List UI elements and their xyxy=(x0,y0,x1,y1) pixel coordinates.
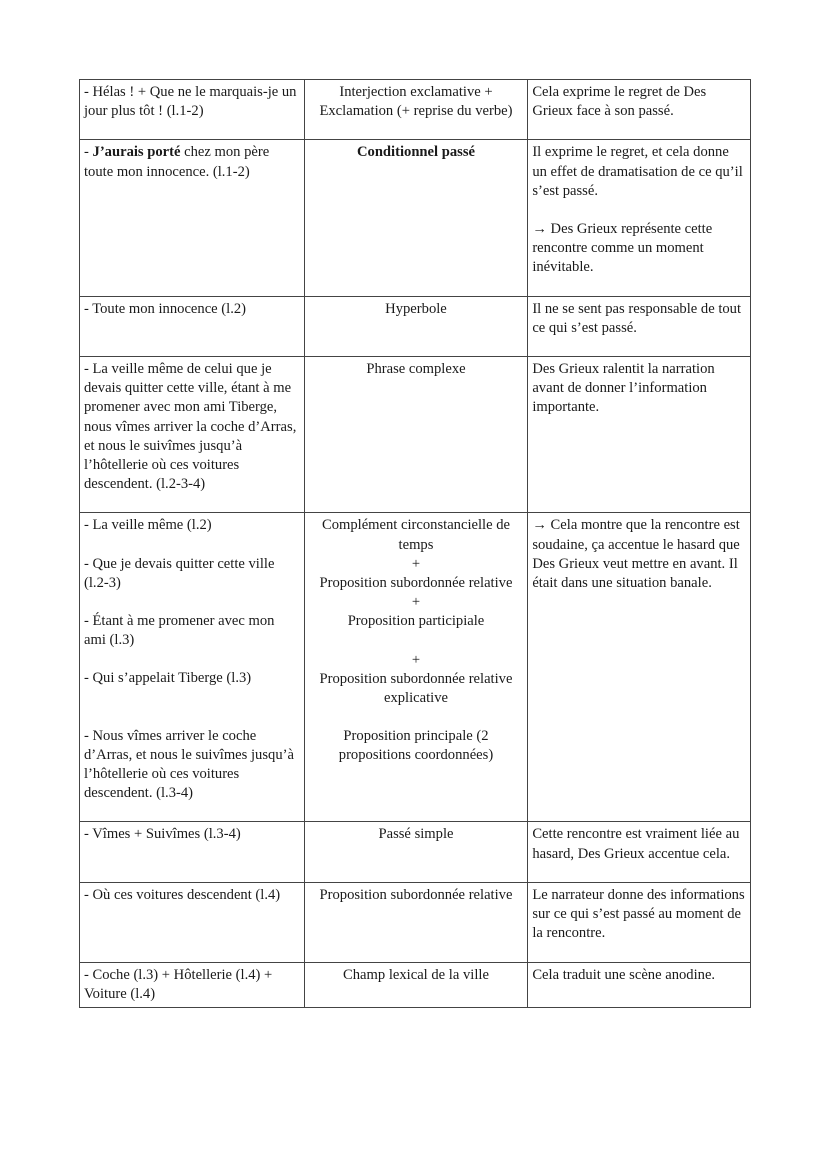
interpretation-cell xyxy=(528,140,751,296)
procede-cell xyxy=(304,822,528,882)
procede-text: Proposition subordonnée relative xyxy=(319,886,513,903)
quote-text: chez mon père toute mon innocence. (l.1-2) xyxy=(84,144,270,180)
interpretation-text: Des Grieux ralentit la narration avant de donner l’information importante. xyxy=(532,361,715,416)
table-row xyxy=(80,513,751,822)
quote-cell xyxy=(80,296,305,356)
procede-text: Complément circonstancielle de temps xyxy=(321,517,510,553)
quote-cell xyxy=(80,357,305,513)
quote-cell xyxy=(80,822,305,882)
quote-cell xyxy=(80,80,305,140)
quote-cell xyxy=(80,140,305,296)
procede-text: Proposition principale (2 propositions coordonnées) xyxy=(338,728,494,764)
interpretation-text: Il exprime le regret, et cela donne un effet de dramatisation de ce qu’il s’est passé. xyxy=(532,144,743,199)
quote-text: - La veille même (l.2) xyxy=(84,517,212,534)
procede-cell xyxy=(304,357,528,513)
quote-text: - Nous vîmes arriver le coche d’Arras, et nous le suivîmes jusqu’à l’hôtellerie où ces voitures descendent. (l.3-4) xyxy=(84,727,294,802)
procede-text: Proposition subordonnée relative explicative xyxy=(319,670,513,707)
table-row xyxy=(80,80,751,140)
quote-bold-text: J’aurais porté xyxy=(92,144,181,161)
table-row xyxy=(80,296,751,356)
plus-sign: + xyxy=(411,555,421,572)
quote-text: - Où ces voitures descendent (l.4) xyxy=(84,886,281,903)
interpretation-arrow-text: → Des Grieux représente cette rencontre comme un moment inévitable. xyxy=(532,221,713,276)
procede-cell xyxy=(304,513,528,822)
procede-text: Phrase complexe xyxy=(366,361,466,378)
quote-text: - Hélas ! + Que ne le marquais-je un jour plus tôt ! (l.1-2) xyxy=(84,84,297,120)
quote-text: - Que je devais quitter cette ville (l.2-3) xyxy=(84,555,275,591)
interpretation-cell xyxy=(528,296,751,356)
interpretation-text: Cette rencontre est vraiment liée au hasard, Des Grieux accentue cela. xyxy=(532,826,740,862)
quote-text: - Qui s’appelait Tiberge (l.3) xyxy=(84,670,252,687)
interpretation-cell xyxy=(528,357,751,513)
procede-text: Passé simple xyxy=(378,826,454,843)
interpretation-text: Cela traduit une scène anodine. xyxy=(532,966,716,983)
procede-text: Hyperbole xyxy=(385,300,447,317)
procede-text: Proposition participiale xyxy=(347,613,485,630)
procede-cell xyxy=(304,882,528,962)
interpretation-text: → Cela montre que la rencontre est soudaine, ça accentue le hasard que Des Grieux veut mettre en avant. Il était dans une situation banale. xyxy=(532,517,740,592)
quote-text: - Toute mon innocence (l.2) xyxy=(84,300,247,317)
analysis-table xyxy=(79,79,751,1008)
table-row xyxy=(80,822,751,882)
quote-cell xyxy=(80,882,305,962)
interpretation-cell xyxy=(528,80,751,140)
quote-cell xyxy=(80,513,305,822)
interpretation-text: Il ne se sent pas responsable de tout ce qui s’est passé. xyxy=(532,300,742,336)
interpretation-text: Le narrateur donne des informations sur ce qui s’est passé au moment de la rencontre. xyxy=(532,886,745,942)
interpretation-cell xyxy=(528,513,751,822)
table-row xyxy=(80,882,751,962)
quote-text: - Étant à me promener avec mon ami (l.3) xyxy=(84,613,275,649)
quote-cell xyxy=(80,962,305,1007)
quote-prefix: - xyxy=(84,144,93,161)
quote-text: - Vîmes + Suivîmes (l.3-4) xyxy=(84,826,241,843)
document-page xyxy=(79,79,751,1008)
procede-cell xyxy=(304,296,528,356)
table-row xyxy=(80,357,751,513)
interpretation-text: Cela exprime le regret de Des Grieux face à son passé. xyxy=(532,84,707,120)
interpretation-cell xyxy=(528,962,751,1007)
table-row xyxy=(80,140,751,296)
table-row xyxy=(80,962,751,1007)
procede-text: Proposition subordonnée relative xyxy=(319,575,513,592)
procede-text: Champ lexical de la ville xyxy=(343,966,489,983)
procede-cell xyxy=(304,80,528,140)
procede-text: Interjection exclamative + Exclamation (+ reprise du verbe) xyxy=(319,84,513,120)
procede-cell xyxy=(304,140,528,296)
interpretation-cell xyxy=(528,822,751,882)
quote-text: - La veille même de celui que je devais quitter cette ville, étant à me promener avec mon ami Tiberge, nous vîmes arriver la coche d’Arras, et nous le suivîmes jusqu’à l’hôtellerie où ces voitures descendent. (l.2-3-4) xyxy=(84,361,297,493)
plus-sign: + xyxy=(411,651,421,668)
plus-sign: + xyxy=(411,594,421,611)
procede-cell xyxy=(304,962,528,1007)
procede-text: Conditionnel passé xyxy=(356,144,475,161)
quote-text: - Coche (l.3) + Hôtellerie (l.4) + Voiture (l.4) xyxy=(84,966,273,1002)
interpretation-cell xyxy=(528,882,751,962)
